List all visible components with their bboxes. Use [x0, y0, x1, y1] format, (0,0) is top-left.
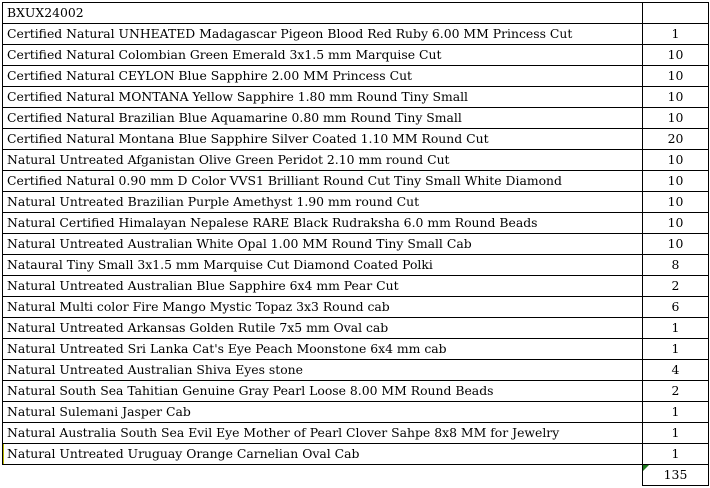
table-row [3, 192, 709, 213]
item-description-cell[interactable]: Certified Natural MONTANA Yellow Sapphire 1.80 mm Round Tiny Small [3, 87, 643, 108]
item-quantity-cell[interactable]: 10 [643, 171, 709, 192]
total-row [3, 465, 709, 486]
item-quantity-cell[interactable]: 1 [643, 24, 709, 45]
item-description-cell[interactable]: Natural Certified Himalayan Nepalese RARE Black Rudraksha 6.0 mm Round Beads [3, 213, 643, 234]
item-quantity-cell[interactable]: 1 [643, 444, 709, 465]
table-row [3, 360, 709, 381]
item-description-cell[interactable]: Certified Natural UNHEATED Madagascar Pigeon Blood Red Ruby 6.00 MM Princess Cut [3, 24, 643, 45]
gemstone-table [2, 2, 709, 486]
item-description-cell[interactable]: Natural Untreated Australian Shiva Eyes stone [3, 360, 643, 381]
item-quantity-cell[interactable]: 10 [643, 45, 709, 66]
total-quantity-cell[interactable] [643, 465, 709, 486]
table-row [3, 339, 709, 360]
table-row [3, 297, 709, 318]
item-description-cell[interactable]: Natural Untreated Brazilian Purple Amethyst 1.90 mm round Cut [3, 192, 643, 213]
table-row [3, 423, 709, 444]
header-row [3, 3, 709, 24]
table-row [3, 381, 709, 402]
table-row [3, 66, 709, 87]
item-description-cell[interactable]: Natural Untreated Sri Lanka Cat's Eye Peach Moonstone 6x4 mm cab [3, 339, 643, 360]
header-qty-cell[interactable] [643, 3, 709, 24]
table-row [3, 402, 709, 423]
item-quantity-cell[interactable]: 20 [643, 129, 709, 150]
table-row [3, 255, 709, 276]
item-quantity-cell[interactable]: 10 [643, 87, 709, 108]
item-quantity-cell[interactable]: 1 [643, 318, 709, 339]
item-description-cell[interactable]: Certified Natural Colombian Green Emerald 3x1.5 mm Marquise Cut [3, 45, 643, 66]
item-description-cell[interactable]: Certified Natural Brazilian Blue Aquamarine 0.80 mm Round Tiny Small [3, 108, 643, 129]
table-row [3, 129, 709, 150]
selection-edge [3, 444, 4, 464]
table-row [3, 150, 709, 171]
item-quantity-cell[interactable]: 10 [643, 213, 709, 234]
item-quantity-cell[interactable]: 10 [643, 192, 709, 213]
table-row [3, 87, 709, 108]
item-quantity-cell[interactable]: 10 [643, 234, 709, 255]
table-row [3, 45, 709, 66]
table-row [3, 276, 709, 297]
item-description-cell[interactable]: Nataural Tiny Small 3x1.5 mm Marquise Cut Diamond Coated Polki [3, 255, 643, 276]
item-description-cell[interactable]: Natural Untreated Australian Blue Sapphire 6x4 mm Pear Cut [3, 276, 643, 297]
item-quantity-cell[interactable]: 6 [643, 297, 709, 318]
item-quantity-cell[interactable]: 10 [643, 66, 709, 87]
total-quantity-value: 135 [663, 467, 688, 482]
table-row [3, 171, 709, 192]
item-description-cell[interactable]: Natural Untreated Arkansas Golden Rutile 7x5 mm Oval cab [3, 318, 643, 339]
item-description-cell[interactable]: Certified Natural Montana Blue Sapphire Silver Coated 1.10 MM Round Cut [3, 129, 643, 150]
item-quantity-cell[interactable]: 1 [643, 402, 709, 423]
item-quantity-cell[interactable]: 1 [643, 423, 709, 444]
table-row [3, 234, 709, 255]
item-quantity-cell[interactable]: 8 [643, 255, 709, 276]
item-quantity-cell[interactable]: 2 [643, 381, 709, 402]
item-description-cell[interactable]: Natural Untreated Afganistan Olive Green Peridot 2.10 mm round Cut [3, 150, 643, 171]
item-quantity-cell[interactable]: 1 [643, 339, 709, 360]
item-description-cell[interactable]: Natural South Sea Tahitian Genuine Gray Pearl Loose 8.00 MM Round Beads [3, 381, 643, 402]
item-quantity-cell[interactable]: 2 [643, 276, 709, 297]
table-row [3, 24, 709, 45]
item-description-cell[interactable] [3, 444, 643, 465]
item-quantity-cell[interactable]: 4 [643, 360, 709, 381]
item-description-cell[interactable]: Certified Natural 0.90 mm D Color VVS1 Brilliant Round Cut Tiny Small White Diamond [3, 171, 643, 192]
table-row [3, 444, 709, 465]
item-description-cell[interactable]: Natural Australia South Sea Evil Eye Mother of Pearl Clover Sahpe 8x8 MM for Jewelry [3, 423, 643, 444]
item-description-text: Natural Untreated Uruguay Orange Carnelian Oval Cab [7, 446, 360, 461]
table-row [3, 213, 709, 234]
item-description-cell[interactable]: Certified Natural CEYLON Blue Sapphire 2.00 MM Princess Cut [3, 66, 643, 87]
item-quantity-cell[interactable]: 10 [643, 150, 709, 171]
error-indicator-icon [643, 465, 649, 471]
item-description-cell[interactable]: Natural Untreated Australian White Opal 1.00 MM Round Tiny Small Cab [3, 234, 643, 255]
item-description-cell[interactable]: Natural Sulemani Jasper Cab [3, 402, 643, 423]
item-description-cell[interactable]: Natural Multi color Fire Mango Mystic Topaz 3x3 Round cab [3, 297, 643, 318]
header-label-cell[interactable]: BXUX24002 [3, 3, 643, 24]
item-quantity-cell[interactable]: 10 [643, 108, 709, 129]
table-row [3, 108, 709, 129]
spreadsheet [2, 2, 708, 486]
total-empty-cell[interactable] [3, 465, 643, 486]
table-row [3, 318, 709, 339]
